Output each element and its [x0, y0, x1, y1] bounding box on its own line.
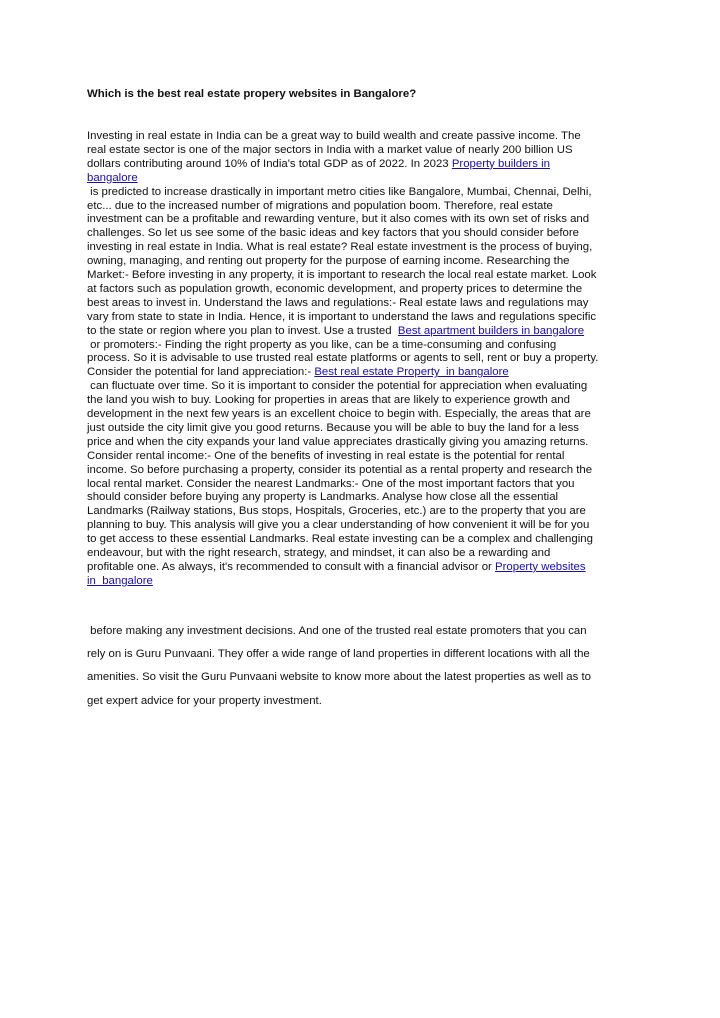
body-text: Landmarks (Railway stations, Bus stops, Hospitals, Groceries, etc.) are to the property that you are: [87, 505, 586, 518]
body-line: [87, 129, 581, 143]
body-line: [87, 296, 588, 310]
body-text: best areas to invest in. Understand the laws and regulations:- Real estate laws and regulations may: [87, 296, 589, 309]
body-text: the land you wish to buy. Looking for properties in areas that are likely to experience growth and: [87, 394, 570, 407]
body-line: [87, 365, 509, 379]
body-line: [87, 240, 592, 254]
body-text: price and when the city expands your land value appreciates drastically giving you amazing returns.: [87, 435, 589, 448]
body-line: [87, 490, 558, 504]
body-text: to get access to these essential Landmarks. Real estate investing can be a complex and challenging: [87, 533, 593, 546]
body-line: [87, 268, 596, 282]
body-line: [87, 338, 556, 352]
body-text: investment can be a profitable and rewarding venture, but it also comes with its own set of risks and: [87, 213, 590, 226]
body-text: profitable one. As always, it's recommended to consult with a financial advisor or: [87, 560, 496, 573]
body-line: [87, 351, 598, 365]
body-line: [87, 421, 579, 435]
body-text: local rental market. Consider the nearest Landmarks:- One of the most important factors that you: [87, 477, 575, 490]
body-text: challenges. So let us see some of the basic ideas and key factors that you should consider before: [87, 227, 579, 240]
article-link[interactable]: Best real estate Property in bangalore: [314, 366, 509, 379]
article-link[interactable]: Property websites: [495, 560, 586, 573]
body-line: [87, 574, 153, 588]
body-line: [87, 407, 591, 421]
body-line: [87, 435, 588, 449]
body-text: income. So before purchasing a property, consider its potential as a rental property and research the: [87, 463, 593, 476]
body-text: development in the next few years is an excellent choice to begin with. Especially, the areas that are: [87, 408, 591, 420]
body-text: or promoters:- Finding the right property as you like, can be a time-consuming and confusing: [87, 338, 557, 351]
body-text: Consider the potential for land appreciation:-: [87, 366, 315, 379]
article-link[interactable]: bangalore: [87, 171, 138, 184]
body-text: vary from state to state in India. Hence, it is important to understand the laws and regulations specific: [87, 310, 597, 323]
body-text: real estate sector is one of the major sectors in India with a market value of nearly 200 billion US: [87, 143, 573, 156]
body-line: [87, 449, 564, 463]
body-line: [87, 143, 573, 157]
body-line: [87, 504, 586, 518]
closing-line: rely on is Guru Punvaani. They offer a wide range of land properties in different locations with all the: [87, 648, 590, 661]
body-line: [87, 226, 579, 240]
body-line: [87, 282, 582, 296]
body-text: endeavour, but with the right research, strategy, and mindset, it can also be a rewarding and: [87, 547, 551, 559]
closing-line: get expert advice for your property investment.: [87, 694, 322, 707]
body-text: Consider rental income:- One of the benefits of investing in real estate is the potential for rental: [87, 449, 565, 462]
body-text: dollars contributing around 10% of India's total GDP as of 2022. In 2023: [87, 157, 452, 170]
body-text: at factors such as population growth, economic development, and property prices to determine the: [87, 282, 583, 295]
body-line: [87, 185, 592, 199]
body-text: Market:- Before investing in any property, it is important to research the local real estate market. Look: [87, 269, 597, 281]
body-line: [87, 157, 550, 171]
document-title: Which is the best real estate propery websites in Bangalore?: [87, 88, 417, 100]
closing-line: before making any investment decisions. And one of the trusted real estate promoters that you can: [87, 625, 587, 637]
body-line: [87, 477, 575, 491]
body-line: [87, 393, 570, 407]
body-text: owning, managing, and renting out property for the purpose of earning income. Researching the: [87, 255, 570, 268]
body-text: should consider before buying any property is Landmarks. Analyse how close all the essential: [87, 491, 559, 504]
body-text: is predicted to increase drastically in important metro cities like Bangalore, Mumbai, Chennai, Delhi,: [87, 185, 592, 198]
body-text: etc... due to the increased number of migrations and population boom. Therefore, real estate: [87, 199, 553, 212]
body-text: investing in real estate in India. What is real estate? Real estate investment is the process of buying,: [87, 241, 593, 254]
body-line: [87, 254, 570, 268]
body-line: [87, 463, 592, 477]
body-text: just outside the city limit give you good returns. Because you will be able to buy the land for a less: [87, 421, 579, 434]
body-text: to the state or region where you plan to invest. Use a trusted: [87, 324, 398, 337]
body-line: [87, 546, 550, 560]
body-line: [87, 171, 138, 185]
closing-line: amenities. So visit the Guru Punvaani website to know more about the latest properties as well as to: [87, 671, 591, 684]
body-text: planning to buy. This analysis will give you a clear understanding of how convenient it will be for you: [87, 519, 590, 532]
body-line: [87, 310, 596, 324]
article-link[interactable]: Best apartment builders in bangalore: [397, 324, 585, 337]
body-text: process. So it is advisable to use trusted real estate platforms or agents to sell, rent or buy a property.: [87, 352, 599, 365]
body-text: can fluctuate over time. So it is important to consider the potential for appreciation when evaluating: [87, 380, 588, 393]
body-text: Investing in real estate in India can be a great way to build wealth and create passive income. The: [87, 130, 581, 142]
body-line: [87, 199, 553, 213]
body-line: [87, 324, 584, 338]
article-link[interactable]: in bangalore: [87, 574, 153, 587]
body-line: [87, 379, 587, 393]
body-line: [87, 518, 589, 532]
article-link[interactable]: Property builders in: [451, 157, 550, 170]
body-line: [87, 532, 593, 546]
body-line: [87, 560, 586, 574]
body-line: [87, 212, 589, 226]
